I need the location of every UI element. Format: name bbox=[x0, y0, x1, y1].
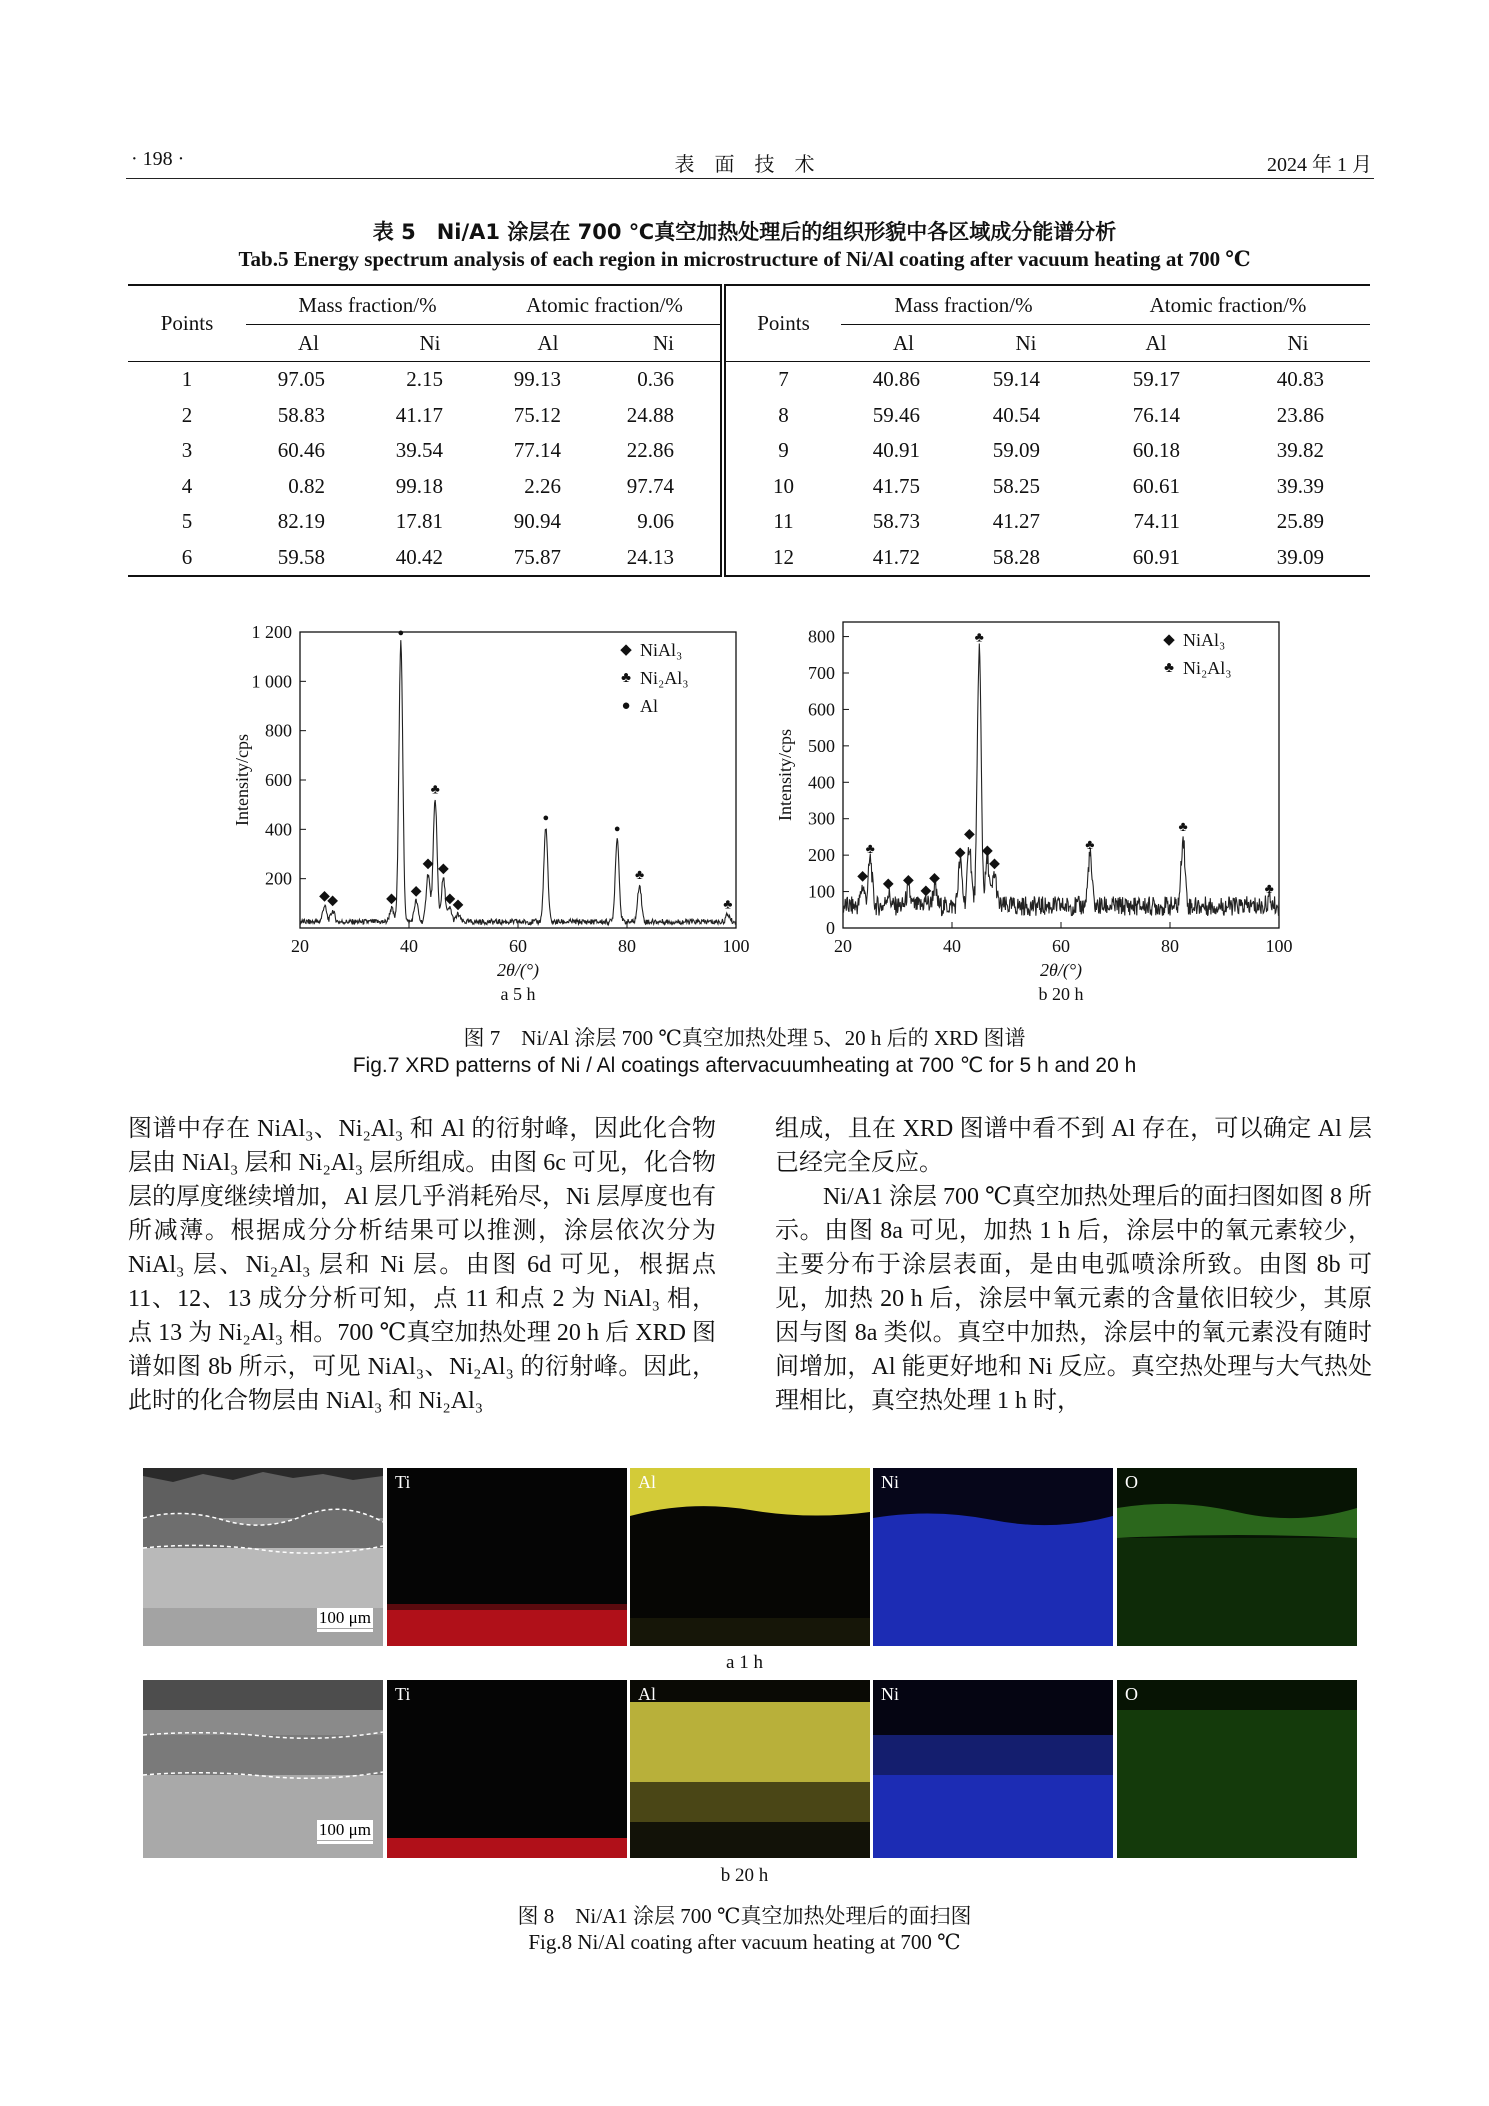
element-label: Al bbox=[638, 1684, 656, 1704]
header-rule bbox=[126, 178, 1374, 179]
y-tick-label: 1 200 bbox=[251, 622, 292, 642]
issue-date: 2024 年 1 月 bbox=[1267, 154, 1372, 176]
peak-marker: ♣ bbox=[865, 841, 875, 857]
table-row bbox=[128, 540, 1370, 577]
header-al: Al bbox=[1145, 330, 1167, 355]
peak-marker: ◆ bbox=[327, 893, 339, 909]
header-atomic-fraction: Atomic fraction/% bbox=[489, 285, 723, 325]
legend-symbol: ● bbox=[621, 698, 631, 714]
header-mass-fraction: Mass fraction/% bbox=[841, 285, 1086, 325]
y-tick-label: 100 bbox=[808, 881, 835, 902]
header-al: Al bbox=[893, 330, 914, 355]
peak-marker: ◆ bbox=[319, 888, 330, 904]
element-label: Ti bbox=[395, 1472, 411, 1492]
o-map-1h bbox=[1117, 1468, 1357, 1646]
value-cell: 76.14 bbox=[1132, 402, 1180, 427]
al-map-1h bbox=[630, 1468, 870, 1646]
peak-marker: ♣ bbox=[974, 630, 984, 646]
value-cell: 59.58 bbox=[277, 544, 325, 569]
value-cell: 99.13 bbox=[489, 362, 607, 398]
x-tick-label: 100 bbox=[1265, 936, 1293, 956]
body-right-column bbox=[775, 1112, 1372, 1418]
value-cell: 90.94 bbox=[513, 509, 561, 534]
value-cell: 40.83 bbox=[1226, 362, 1370, 398]
point-cell: 1 bbox=[128, 362, 246, 398]
value-cell: 40.54 bbox=[992, 402, 1040, 427]
table-row bbox=[128, 433, 1370, 469]
header-atomic-fraction: Atomic fraction/% bbox=[1086, 285, 1370, 325]
figure7-caption-cn: 图 7 Ni/Al 涂层 700 ℃真空加热处理 5、20 h 后的 XRD 图谱 bbox=[463, 1026, 1026, 1050]
x-tick-label: 40 bbox=[400, 936, 418, 956]
value-cell: 60.61 bbox=[1132, 473, 1180, 498]
peak-marker: ◆ bbox=[964, 827, 975, 843]
ni-map-20h bbox=[873, 1680, 1113, 1858]
header-al: Al bbox=[537, 330, 559, 355]
y-tick-label: 600 bbox=[808, 699, 835, 720]
element-label: Ni bbox=[881, 1472, 899, 1492]
al-map-20h bbox=[630, 1680, 870, 1858]
scale-bar bbox=[317, 1629, 373, 1632]
peak-marker: ● bbox=[397, 626, 405, 639]
value-cell: 75.87 bbox=[513, 544, 561, 569]
value-cell: 41.17 bbox=[395, 402, 443, 427]
value-cell: 39.09 bbox=[1276, 544, 1324, 569]
scale-bar-label: 100 μm bbox=[318, 1608, 371, 1627]
point-cell: 8 bbox=[723, 398, 841, 434]
value-cell: 2.26 bbox=[524, 473, 561, 498]
paragraph: 组成，且在 XRD 图谱中看不到 Al 存在，可以确定 Al 层已经完全反应。 bbox=[775, 1116, 1372, 1176]
value-cell: 59.17 bbox=[1086, 362, 1226, 398]
element-label: Al bbox=[638, 1472, 656, 1492]
value-cell: 39.39 bbox=[1276, 473, 1324, 498]
x-tick-label: 100 bbox=[722, 936, 750, 956]
point-cell: 6 bbox=[181, 544, 193, 569]
value-cell: 40.42 bbox=[395, 544, 443, 569]
value-cell: 2.15 bbox=[371, 362, 489, 398]
peak-marker: ● bbox=[542, 811, 550, 824]
value-cell: 41.75 bbox=[872, 473, 920, 498]
peak-marker: ♣ bbox=[723, 897, 733, 913]
point-cell: 10 bbox=[723, 469, 841, 505]
value-cell: 60.91 bbox=[1132, 544, 1180, 569]
x-tick-label: 80 bbox=[618, 936, 636, 956]
table-row bbox=[128, 362, 1370, 398]
value-cell: 25.89 bbox=[1276, 509, 1324, 534]
element-label: O bbox=[1125, 1684, 1138, 1704]
point-cell: 12 bbox=[723, 540, 841, 577]
value-cell: 0.82 bbox=[288, 473, 325, 498]
value-cell: 40.91 bbox=[872, 438, 920, 463]
chart-subtitle: b 20 h bbox=[1038, 984, 1084, 1004]
point-cell: 4 bbox=[181, 473, 193, 498]
y-tick-label: 1 000 bbox=[251, 671, 292, 692]
body-left-column bbox=[128, 1112, 716, 1418]
y-axis-label: Intensity/cps bbox=[775, 729, 795, 821]
element-label: Ni bbox=[881, 1684, 899, 1704]
value-cell: 58.83 bbox=[277, 402, 325, 427]
peak-marker: ♣ bbox=[1178, 819, 1188, 835]
y-tick-label: 600 bbox=[265, 770, 292, 790]
ni-map-1h bbox=[873, 1468, 1113, 1646]
scale-bar-label: 100 μm bbox=[318, 1820, 371, 1839]
x-axis-label: 2θ/(°) bbox=[496, 960, 540, 980]
value-cell: 59.46 bbox=[872, 402, 920, 427]
peak-marker: ◆ bbox=[437, 861, 449, 877]
peak-marker: ◆ bbox=[422, 856, 434, 872]
paragraph: Ni/A1 涂层 700 ℃真空加热处理后的面扫图如图 8 所示。由图 8a 可见，加热 1 h 后，涂层中的氧元素较少，主要分布于涂层表面，是由电弧喷涂所致。由图 8b 可见，加热 20 h 后，涂层中氧元素的含量依旧较少，其原因与图 8a 类似。真空中加热，涂层中的氧元素没有随时间增加，Al 能更好地和 Ni 反应。真空热处理与大气热处理相比，真空热处理 1 h 时， bbox=[775, 1184, 1372, 1414]
x-axis-label: 2θ/(°) bbox=[1039, 960, 1083, 980]
peak-marker: ◆ bbox=[882, 876, 894, 892]
point-cell: 9 bbox=[723, 433, 841, 469]
x-tick-label: 20 bbox=[291, 936, 309, 956]
o-map-20h bbox=[1117, 1680, 1357, 1858]
header-al: Al bbox=[298, 330, 319, 355]
value-cell: 39.82 bbox=[1276, 438, 1324, 463]
xrd-chart-5h bbox=[200, 610, 760, 1004]
element-label: Ti bbox=[395, 1684, 411, 1704]
peak-marker: ● bbox=[613, 822, 621, 835]
sem-image-20h bbox=[143, 1680, 383, 1858]
point-cell: 2 bbox=[181, 402, 193, 427]
xrd-chart-20h bbox=[755, 610, 1300, 1004]
element-label: O bbox=[1125, 1472, 1138, 1492]
peak-marker: ◆ bbox=[444, 891, 456, 907]
legend-label: NiAl₃ bbox=[1183, 630, 1226, 650]
point-cell: 7 bbox=[723, 362, 841, 398]
value-cell: 77.14 bbox=[513, 438, 561, 463]
header-points: Points bbox=[723, 285, 841, 362]
value-cell: 82.19 bbox=[277, 509, 325, 534]
peak-marker: ◆ bbox=[386, 891, 397, 907]
y-tick-label: 400 bbox=[808, 772, 835, 793]
value-cell: 97.05 bbox=[246, 362, 371, 398]
composition-table bbox=[128, 284, 1370, 577]
x-tick-label: 40 bbox=[943, 936, 961, 956]
legend-symbol: ◆ bbox=[1163, 632, 1175, 648]
y-tick-label: 200 bbox=[265, 868, 292, 889]
point-cell: 5 bbox=[181, 509, 193, 534]
header-ni: Ni bbox=[1015, 330, 1037, 355]
value-cell: 58.28 bbox=[992, 544, 1040, 569]
y-axis-label: Intensity/cps bbox=[232, 734, 252, 826]
y-tick-label: 500 bbox=[808, 735, 835, 756]
x-tick-label: 80 bbox=[1161, 936, 1179, 956]
y-tick-label: 0 bbox=[826, 918, 835, 938]
value-cell: 60.46 bbox=[277, 438, 325, 463]
x-tick-label: 60 bbox=[509, 936, 527, 956]
scale-bar bbox=[317, 1841, 373, 1844]
journal-name: 表 面 技 术 bbox=[674, 154, 815, 176]
figure7-caption-en: Fig.7 XRD patterns of Ni / Al coatings aftervacuumheating at 700 ℃ for 5 h and 20 h bbox=[352, 1054, 1137, 1077]
value-cell: 24.88 bbox=[626, 402, 674, 427]
y-tick-label: 800 bbox=[808, 626, 835, 647]
value-cell: 99.18 bbox=[395, 473, 443, 498]
header-points: Points bbox=[160, 311, 214, 335]
y-tick-label: 700 bbox=[808, 663, 835, 683]
peak-marker: ◆ bbox=[410, 883, 422, 899]
chart-subtitle: a 5 h bbox=[500, 984, 536, 1004]
header-ni: Ni bbox=[653, 330, 674, 355]
value-cell: 41.27 bbox=[992, 509, 1040, 534]
peak-marker: ♣ bbox=[1085, 838, 1095, 854]
value-cell: 58.73 bbox=[872, 509, 920, 534]
point-cell: 11 bbox=[723, 504, 841, 540]
value-cell: 60.18 bbox=[1132, 438, 1180, 463]
header-ni: Ni bbox=[1287, 330, 1309, 355]
peak-marker: ◆ bbox=[452, 897, 464, 913]
y-tick-label: 400 bbox=[265, 819, 292, 840]
table-row bbox=[128, 469, 1370, 505]
value-cell: 22.86 bbox=[626, 438, 674, 463]
table-row bbox=[128, 398, 1370, 434]
table-caption-cn: 表 5 Ni/A1 涂层在 700 ℃真空加热处理后的组织形貌中各区域成分能谱分析 bbox=[372, 220, 1117, 244]
peak-marker: ◆ bbox=[989, 856, 1000, 872]
x-tick-label: 60 bbox=[1052, 936, 1070, 956]
value-cell: 41.72 bbox=[872, 544, 920, 569]
peak-marker: ♣ bbox=[430, 782, 440, 798]
legend-label: NiAl₃ bbox=[640, 640, 683, 660]
y-tick-label: 800 bbox=[265, 720, 292, 741]
value-cell: 75.12 bbox=[513, 402, 561, 427]
value-cell: 59.14 bbox=[966, 362, 1086, 398]
value-cell: 40.86 bbox=[841, 362, 966, 398]
peak-marker: ◆ bbox=[857, 869, 869, 885]
sem-image-1h bbox=[143, 1468, 383, 1646]
value-cell: 97.74 bbox=[626, 473, 674, 498]
legend-symbol: ◆ bbox=[620, 642, 632, 658]
value-cell: 58.25 bbox=[992, 473, 1040, 498]
page-number: · 198 · bbox=[131, 148, 185, 170]
value-cell: 24.13 bbox=[626, 544, 674, 569]
peak-marker: ◆ bbox=[929, 870, 940, 886]
y-tick-label: 300 bbox=[808, 808, 835, 829]
ti-map-1h bbox=[387, 1468, 627, 1646]
legend-symbol: ♣ bbox=[1164, 660, 1174, 676]
legend-label: Al bbox=[640, 696, 658, 716]
header-ni: Ni bbox=[419, 330, 441, 355]
y-tick-label: 200 bbox=[808, 845, 835, 866]
table-row bbox=[128, 504, 1370, 540]
figure8-caption-cn: 图 8 Ni/A1 涂层 700 ℃真空加热处理后的面扫图 bbox=[517, 1904, 972, 1928]
legend-label: Ni₂Al₃ bbox=[1183, 658, 1232, 678]
value-cell: 23.86 bbox=[1276, 402, 1324, 427]
peak-marker: ◆ bbox=[920, 883, 932, 899]
peak-marker: ◆ bbox=[954, 845, 966, 861]
legend-label: Ni₂Al₃ bbox=[640, 668, 689, 688]
table-caption-en: Tab.5 Energy spectrum analysis of each region in microstructure of Ni/Al coating after vacuum heating at 700 ℃ bbox=[238, 247, 1251, 271]
legend-symbol: ♣ bbox=[621, 670, 631, 686]
paragraph: 图谱中存在 NiAl₃、Ni₂Al₃ 和 Al 的衍射峰，因此化合物层由 NiAl₃ 层和 Ni₂Al₃ 层所组成。由图 6c 可见，化合物层的厚度继续增加，Al 层几乎消耗殆尽，Ni 层厚度也有所减薄。根据成分分析结果可以推测，涂层依次分为 NiAl₃ 层、Ni₂Al₃ 层和 Ni 层。由图 6d 可见，根据点 11、12、13 成分分析可知，点 11 和点 2 为 NiAl₃ 相，点 13 为 Ni₂Al₃ 相。700 ℃真空加热处理 20 h 后 XRD 图谱如图 8b 所示，可见 NiAl₃、Ni₂Al₃ 的衍射峰。因此，此时的化合物层由 NiAl₃ 和 Ni₂Al₃ bbox=[128, 1116, 716, 1414]
figure8-row-b-label: b 20 h bbox=[720, 1865, 769, 1886]
x-tick-label: 20 bbox=[834, 936, 852, 956]
header-mass-fraction: Mass fraction/% bbox=[246, 285, 489, 325]
value-cell: 74.11 bbox=[1133, 509, 1180, 534]
value-cell: 17.81 bbox=[395, 509, 443, 534]
peak-marker: ◆ bbox=[903, 872, 914, 888]
value-cell: 0.36 bbox=[607, 362, 723, 398]
figure8-caption-en: Fig.8 Ni/Al coating after vacuum heating at 700 ℃ bbox=[528, 1930, 961, 1954]
peak-marker: ◆ bbox=[982, 843, 993, 859]
point-cell: 3 bbox=[181, 438, 193, 463]
peak-marker: ♣ bbox=[1264, 881, 1274, 897]
value-cell: 39.54 bbox=[395, 438, 443, 463]
value-cell: 59.09 bbox=[992, 438, 1040, 463]
peak-marker: ♣ bbox=[634, 867, 645, 883]
figure8-row-a-label: a 1 h bbox=[726, 1652, 763, 1673]
value-cell: 9.06 bbox=[637, 509, 674, 534]
ti-map-20h bbox=[387, 1680, 627, 1858]
